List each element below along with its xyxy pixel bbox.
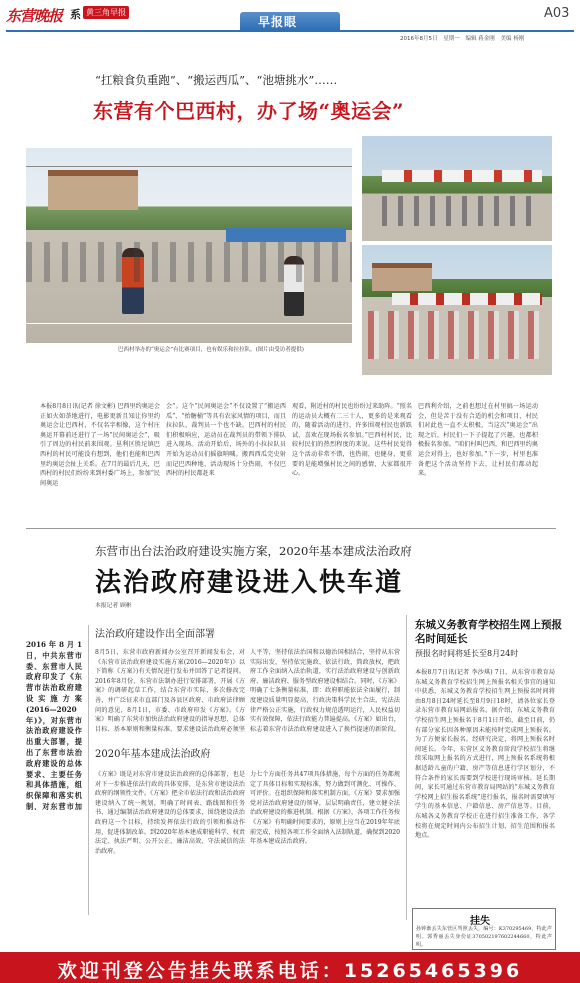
designer-credit: 美编 杨刚 xyxy=(500,36,525,42)
editor-credit: 编辑 蒋金刚 xyxy=(465,36,495,42)
story2-sub1: 法治政府建设作出全面部署 xyxy=(95,629,215,640)
brand-logo: 东营晚报 xyxy=(6,7,63,25)
lead-divider xyxy=(88,625,89,915)
kids-line xyxy=(382,196,542,226)
story2-byline: 本报记者 顾彬 xyxy=(95,603,132,609)
divider-mid xyxy=(26,528,556,529)
parade-kids xyxy=(368,311,548,359)
banner-blue xyxy=(226,228,346,242)
footer-banner-text: 欢迎刊登公告挂失联系电话：15265465396 xyxy=(57,960,523,982)
story1-col3: 观看，附近村的村民也纷纷过来助阵。“照名的运动员大概有二三十人，更多的是来观看的，随着活动的进行，许多围观村民也新跃试，喜欢在现场报名参加。”巴西村村民，比较村民们的热烈程度的来说。这些村民觉得这个活动非常不错，也热闹，也健身，更重要的是能增强村民之间的感情，大家都很开心。 xyxy=(292,403,412,478)
story2-sub1-text-b: 人平等，坚持依法治国和以德治国相结合，坚持从东营实际出发，坚持依宪施政、依法行政、简政放权，把政府工作全面纳入法治轨道，实行法治政府建设与创新政府、廉洁政府、服务型政府建设相结合。同时，《方案》明确了七条衡量标准，即：政府职能依法全面履行，制度建设质量明显提高，行政决策科学民主合法，宪法法律严格公正实施，行政权力规范透明运行，人民权益切实有效保障，依法行政能力普遍提高。《方案》如出台，标志着东营市法治政府建设进入了换挡提速的新阶段， xyxy=(250,649,400,732)
wire-left xyxy=(26,166,352,167)
house xyxy=(372,263,432,291)
story2-sub2: 2020年基本建成法治政府 xyxy=(95,749,211,760)
court-line xyxy=(26,323,352,324)
photo-top-right xyxy=(362,136,552,241)
story3-body: 本报8月7日讯(记者 李沙琪) 7日，从东营市教育局东城义务教育学校招生网上预报名相关事宜的通知中获悉，东城义务教育学校招生网上预报名时间将由8月8日24时延长至8月9日18时，请各位家长登录东营市教育局网站报名。据介绍，东城义务教育学校招生网上预报名于8月1日开始，截至目前，仍有部分家长因各种原因未能按时完成网上预报名。为了方便家长报名，经研究决定，将网上预报名时间延长。今年，东营区义务教育阶段学校招生将继续采取网上报名的方式进行，网上预报名系统将根据适龄儿童的户籍、房产等信息进行学区划分，不符合条件的家长需要到学校进行现场审核。延长期间，家长可通过东营市教育局网站的“东城义务教育学校网上招生报名系统”进行报名，报名时需要填写学生的基本信息、户籍信息、房产信息等。目前，东城各义务教育学校正在进行招生准备工作，各学校将在规定时间内公布招生计划、招生范围和报名地点。 xyxy=(415,669,555,840)
story1-col4: 巴西利介绍，之前也想过在村里搞一场运动会，但是苦于没有合适的机会和项目，村民们对此也一直不太积极，当这次“奥运会”出现之后，村民们一下子提起了兴趣，也都积极报名参加。“咱们村叫巴西，和巴西里约奥运会对得上，也好参加。”下一步，村里也准备把这个活动坚持下去，让村民们都动起来。 xyxy=(418,403,538,478)
story1-headline: 东营有个巴西村，办了场“奥运会” xyxy=(93,99,405,123)
lost-notice-text: 孙钟渐丢失东营区驾照丢失，编号：K370295469，特此声明。郭秀丽丢失身份证370502197602244660，特此声明。 xyxy=(416,926,552,948)
story2-lead: 2016年8月1日，中共东营市委、东营市人民政府印发了《东营市法治政府建设实施方案(2016—2020年)》，对东营市法治政府建设作出重大部署，提出了东营市法治政府建设的总体要求、主要任务和具体措施，组织保障和落实机制，对东营市加 xyxy=(26,640,82,810)
issue-date: 2016年8月5日 xyxy=(400,36,438,42)
main-photo-caption: 巴西村举办的“奥运会”有比赛项目，也有娱乐和拉拉队。(图片由受访者提供) xyxy=(118,347,304,353)
story3-headline: 东城义务教育学校招生网上预报名时间延长 xyxy=(415,619,562,645)
story1-col1: 本报8月8日讯(记者 徐文彬) 巴西里约奥运会正如火如荼地进行，电影更新且知让你里约奥运会让巴西村，不仅名字相像，这个村庄奥运开幕前还进行了一场“民间奥运会”，吸引了周边的村民前来围观。垦利区胜坨镇巴西村的村民可能没有想到，他们也能和巴西里约奥运会扯上关系。在7月的最后几天，巴西村的村民们纷纷来到村委广场上，参加“民间奥运 xyxy=(40,403,160,487)
section-title: 早报眼 xyxy=(258,15,298,29)
building xyxy=(48,170,138,210)
slogan-badge: 黄三角早报 xyxy=(83,6,129,19)
story3-subhead: 预报名时间将延长至8月24时 xyxy=(415,649,519,658)
crowd xyxy=(26,242,352,282)
page-number: A03 xyxy=(544,6,570,21)
photo-bottom-right xyxy=(362,245,552,375)
story1-kicker: “扛粮食负重跑”、“搬运西瓜”、“池塘挑水”…… xyxy=(95,73,338,87)
story2-sub2-text-a: 《方案》既是对东营市建设法治政府的总体部署，也是对下一步推进依法行政的具体安排，是东营市建设法治政府的纲领性文件。《方案》把全市依法行政和法治政府建设纳入了统一规划，明确了时间表、路线图和任务书，通过编制法治政府建设的总体要求，围绕建设法治政府这一个目标，持续发挥依法行政的引领和推动作用，促进体制改革。到2020年基本建成职能科学、权责法定、执法严明、公开公正、廉洁高效、守法诚信的法治政府。 xyxy=(95,771,245,855)
story1-col2: 会”。这个“民间奥运会”不仅设置了“搬运西瓜”、“抬糖桶”等具有农家风情的项目，而且拉拉队、裁判员一个也不缺。巴西村的村民们积极响应，运动员在裁判员的带领下排队进入现场。活动开始后，场外的小拉拉队员开始为运动员们摇旗呐喊。搬西西瓜完史射而记巴西种地、活动现场十分热闹，不仅巴西村的村民都赶来 xyxy=(166,403,286,478)
lost-notice-title: 挂失 xyxy=(470,916,490,927)
story2-headline: 法治政府建设进入快车道 xyxy=(95,568,404,598)
banner-row xyxy=(382,170,542,182)
main-photo xyxy=(26,148,352,343)
story2-sub1-text-a: 8月5日，东营市政府新闻办公室召开新闻发布会，对《东营市法治政府建设实施方案(2016—2020年)》以下简称《方案》)有关情况进行发布并回答了记者提问。2016年8月份，东营市法制办进行安排部署，开展《方案》的调研起草工作，结合东营市实际，多次修改完善，并广泛征求市直部门及各县区政府、市政府法律顾问的意见，8月1日，市委、市政府印发《方案》。《方案》明确了东营市加快法治政府建设的指导思想、总体目标、基本原则和衡量标准，要求建设法治政府必须坚 xyxy=(95,649,245,732)
brand-system: 系 xyxy=(70,8,81,21)
dateline xyxy=(400,34,524,42)
issue-weekday: 星期一 xyxy=(443,36,460,42)
story2-kicker: 东营市出台法治政府建设实施方案，2020年基本建成法治政府 xyxy=(95,544,412,558)
story2-sub2-text-b: 力七个方面任务共47项具体措施，每个方面的任务都规定了具体目标和实现标准，努力做到可测化、可操作、可评价。在组织保障和落实机制方面，《方案》要求加强党对法治政府建设的领导，层层明确责任，建立健全法治政府建设的推进机制。根据《方案》，各项工作任务按《方案》有明确时间要求的，原则上应当在2019年年底前完成，按照各项工作全面纳入法制轨道，确保到2020年基本建成法治政府。 xyxy=(250,771,400,846)
right-col-divider xyxy=(406,615,407,920)
masthead xyxy=(0,0,580,30)
masthead-rule xyxy=(6,30,574,32)
flags xyxy=(392,293,542,305)
